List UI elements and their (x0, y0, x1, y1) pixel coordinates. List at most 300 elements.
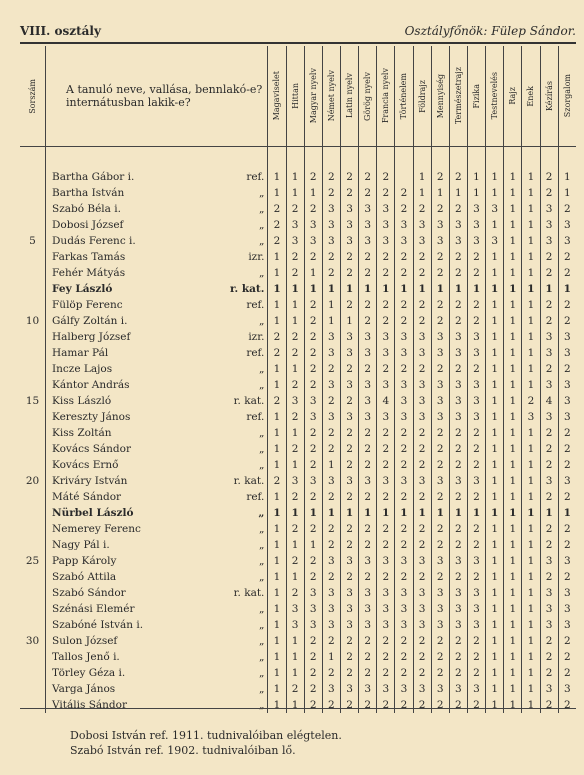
grade-cell: 1 (286, 147, 304, 186)
row-number (20, 617, 46, 633)
grade-header: Fizika (467, 46, 485, 147)
row-number (20, 409, 46, 425)
grade-cell: 2 (359, 441, 377, 457)
grade-cell: 3 (431, 617, 449, 633)
student-name: Kovács Sándor (46, 441, 224, 457)
grade-cell: 2 (558, 633, 576, 649)
grade-cell: 2 (449, 697, 467, 713)
grade-cell: 2 (395, 441, 413, 457)
grade-cell: 1 (522, 601, 540, 617)
grade-cell: 2 (340, 633, 358, 649)
grade-cell: 2 (340, 393, 358, 409)
grade-cell: 2 (431, 665, 449, 681)
grade-cell: 2 (359, 665, 377, 681)
grade-cell: 2 (340, 425, 358, 441)
grade-cell: 2 (449, 441, 467, 457)
grade-cell: 1 (268, 409, 286, 425)
grade-cell: 1 (504, 617, 522, 633)
grade-cell: 3 (322, 233, 340, 249)
grade-header: Hittan (286, 46, 304, 147)
grade-cell: 1 (540, 505, 558, 521)
grade-header: Francia nyelv (377, 46, 395, 147)
grade-cell: 2 (322, 393, 340, 409)
grade-cell: 2 (558, 361, 576, 377)
grade-cell: 2 (413, 441, 431, 457)
grade-cell: 2 (304, 425, 322, 441)
grade-cell: 2 (286, 377, 304, 393)
grade-cell: 3 (304, 393, 322, 409)
grade-cell: 2 (377, 249, 395, 265)
grade-cell: 1 (486, 585, 504, 601)
grade-cell: 3 (413, 617, 431, 633)
grade-cell: 1 (486, 681, 504, 697)
student-name: Fey László (46, 281, 224, 297)
grade-cell: 2 (467, 425, 485, 441)
grade-cell: 2 (395, 569, 413, 585)
grade-cell: 2 (377, 521, 395, 537)
student-name: Dobosi József (46, 217, 224, 233)
grade-cell: 3 (304, 217, 322, 233)
grade-cell: 1 (522, 633, 540, 649)
grade-cell: 1 (504, 345, 522, 361)
grade-cell: 3 (286, 393, 304, 409)
grade-cell: 2 (304, 249, 322, 265)
grade-cell: 2 (322, 537, 340, 553)
grade-cell: 1 (304, 281, 322, 297)
religion: „ (258, 507, 265, 519)
grade-cell: 1 (504, 409, 522, 425)
grade-cell: 2 (558, 521, 576, 537)
table-row (20, 297, 576, 313)
grade-cell: 3 (540, 233, 558, 249)
grade-cell: 1 (268, 665, 286, 681)
grade-cell: 2 (558, 313, 576, 329)
grade-cell: 1 (486, 377, 504, 393)
grade-cell: 2 (467, 521, 485, 537)
grade-cell: 1 (268, 185, 286, 201)
grade-cell: 2 (286, 409, 304, 425)
row-number (20, 457, 46, 473)
grade-cell: 1 (286, 425, 304, 441)
grade-cell: 2 (304, 313, 322, 329)
grade-cell: 2 (286, 521, 304, 537)
grade-cell: 2 (431, 697, 449, 713)
grade-cell: 1 (467, 147, 485, 186)
table-row (20, 217, 576, 233)
grade-cell: 2 (377, 297, 395, 313)
grade-cell: 3 (449, 217, 467, 233)
grade-cell: 2 (413, 201, 431, 217)
grade-cell: 1 (522, 665, 540, 681)
grade-cell: 1 (504, 585, 522, 601)
grade-cell: 2 (304, 457, 322, 473)
grade-cell: 2 (377, 441, 395, 457)
student-name: Szabó Béla i. (46, 201, 224, 217)
grade-cell: 2 (540, 147, 558, 186)
grade-cell: 1 (504, 233, 522, 249)
grade-cell: 2 (413, 361, 431, 377)
grade-cell: 2 (395, 633, 413, 649)
grade-cell: 2 (540, 633, 558, 649)
grade-cell: 1 (486, 569, 504, 585)
grade-cell: 3 (359, 409, 377, 425)
grade-header: Mennyiség (431, 46, 449, 147)
grade-cell: 2 (359, 425, 377, 441)
student-name: Kereszty János (46, 409, 224, 425)
student-name: Hamar Pál (46, 345, 224, 361)
grade-cell: 1 (486, 697, 504, 713)
table-row (20, 505, 576, 521)
grade-cell: 2 (395, 201, 413, 217)
grade-cell: 3 (540, 217, 558, 233)
religion: „ (258, 523, 265, 535)
grade-cell: 1 (268, 377, 286, 393)
grade-cell: 2 (431, 457, 449, 473)
grade-cell: 2 (359, 249, 377, 265)
grade-cell: 1 (304, 265, 322, 281)
grade-header: Magaviselet (268, 46, 286, 147)
table-row (20, 201, 576, 217)
grade-cell: 2 (413, 265, 431, 281)
grade-cell: 1 (522, 569, 540, 585)
grade-cell: 1 (504, 249, 522, 265)
grade-cell: 3 (413, 345, 431, 361)
grade-cell: 2 (286, 345, 304, 361)
student-name: Dudás Ferenc i. (46, 233, 224, 249)
grade-cell: 2 (431, 265, 449, 281)
grade-cell: 2 (449, 361, 467, 377)
grade-cell: 1 (286, 281, 304, 297)
grade-cell: 2 (340, 361, 358, 377)
grade-cell: 3 (413, 393, 431, 409)
grade-cell: 3 (340, 233, 358, 249)
grade-cell: 2 (322, 265, 340, 281)
grade-cell: 1 (268, 441, 286, 457)
grade-cell: 3 (413, 409, 431, 425)
grade-cell: 3 (467, 201, 485, 217)
religion: izr. (248, 251, 265, 263)
table-header-row (20, 46, 576, 147)
grade-cell: 2 (322, 185, 340, 201)
grade-cell: 2 (467, 665, 485, 681)
grade-cell: 1 (486, 489, 504, 505)
student-name: Halberg József (46, 329, 224, 345)
student-name: Nürbel László (46, 505, 224, 521)
grade-cell: 2 (413, 569, 431, 585)
grade-cell: 2 (431, 633, 449, 649)
grade-cell: 2 (395, 457, 413, 473)
grade-cell: 3 (413, 377, 431, 393)
grade-cell: 3 (431, 601, 449, 617)
grade-cell: 2 (377, 185, 395, 201)
grade-cell: 2 (286, 201, 304, 217)
grade-cell: 3 (540, 601, 558, 617)
grade-cell: 2 (377, 665, 395, 681)
grade-cell: 2 (558, 537, 576, 553)
grade-cell: 1 (486, 537, 504, 553)
grade-cell: 1 (304, 537, 322, 553)
grade-cell: 2 (304, 377, 322, 393)
grade-cell: 2 (431, 521, 449, 537)
grade-cell: 3 (449, 329, 467, 345)
grade-cell: 1 (522, 297, 540, 313)
grade-cell: 3 (558, 617, 576, 633)
grade-cell: 2 (304, 665, 322, 681)
grade-cell: 2 (558, 201, 576, 217)
grade-cell: 3 (286, 617, 304, 633)
grade-cell: 1 (522, 185, 540, 201)
grade-cell: 1 (504, 697, 522, 713)
grade-cell: 2 (340, 521, 358, 537)
grade-cell: 2 (377, 361, 395, 377)
student-name: Fehér Mátyás (46, 265, 224, 281)
grade-cell: 1 (322, 313, 340, 329)
grade-cell: 2 (359, 265, 377, 281)
grade-cell: 2 (377, 457, 395, 473)
grade-cell: 1 (522, 329, 540, 345)
table-row (20, 681, 576, 697)
grade-cell: 1 (286, 185, 304, 201)
grade-cell: 3 (359, 473, 377, 489)
grade-cell: 3 (467, 329, 485, 345)
grade-cell: 2 (558, 649, 576, 665)
grade-cell: 1 (340, 313, 358, 329)
student-name: Varga János (46, 681, 224, 697)
grade-cell: 2 (395, 361, 413, 377)
grade-cell: 3 (395, 345, 413, 361)
grade-cell: 2 (431, 249, 449, 265)
grade-cell: 1 (268, 617, 286, 633)
student-name: Nemerey Ferenc (46, 521, 224, 537)
grade-cell: 1 (522, 505, 540, 521)
grade-cell: 2 (540, 361, 558, 377)
grade-cell: 3 (286, 601, 304, 617)
grade-cell: 2 (359, 649, 377, 665)
religion: „ (258, 235, 265, 247)
grade-cell: 2 (322, 441, 340, 457)
grade-cell: 3 (340, 473, 358, 489)
grade-cell: 2 (377, 147, 395, 186)
grade-cell: 2 (540, 649, 558, 665)
grade-cell: 3 (413, 585, 431, 601)
grade-cell: 3 (449, 585, 467, 601)
grade-cell: 1 (486, 649, 504, 665)
grade-cell: 2 (304, 521, 322, 537)
grade-cell: 1 (268, 697, 286, 713)
grade-cell: 3 (431, 377, 449, 393)
grade-cell: 3 (359, 585, 377, 601)
grade-cell: 3 (322, 409, 340, 425)
grade-cell: 2 (304, 147, 322, 186)
grade-cell: 1 (504, 329, 522, 345)
religion: „ (258, 267, 265, 279)
grade-cell: 2 (377, 633, 395, 649)
table-row (20, 553, 576, 569)
religion: „ (258, 187, 265, 199)
grade-cell: 1 (449, 185, 467, 201)
grade-cell: 1 (504, 297, 522, 313)
grade-cell: 2 (377, 537, 395, 553)
grade-cell: 1 (486, 425, 504, 441)
grade-cell: 3 (395, 393, 413, 409)
grade-cell: 1 (322, 457, 340, 473)
grade-cell: 1 (286, 649, 304, 665)
student-name: Kiss László (46, 393, 224, 409)
grade-cell: 2 (322, 697, 340, 713)
religion: „ (258, 635, 265, 647)
table-row (20, 313, 576, 329)
grade-cell: 3 (340, 601, 358, 617)
row-number (20, 441, 46, 457)
grade-cell: 3 (540, 329, 558, 345)
row-number: 20 (25, 475, 40, 487)
grade-cell: 2 (413, 313, 431, 329)
grade-cell: 1 (286, 633, 304, 649)
grade-cell: 2 (449, 569, 467, 585)
grade-cell: 3 (431, 681, 449, 697)
grade-cell: 3 (359, 201, 377, 217)
grade-cell: 3 (377, 601, 395, 617)
grade-cell: 1 (413, 281, 431, 297)
grade-cell: 3 (449, 345, 467, 361)
grade-cell: 1 (558, 281, 576, 297)
religion: r. kat. (229, 283, 265, 295)
grade-cell: 1 (486, 665, 504, 681)
student-name: Fülöp Ferenc (46, 297, 224, 313)
grade-cell: 1 (486, 457, 504, 473)
table-row (20, 697, 576, 713)
grade-cell: 2 (395, 649, 413, 665)
grade-cell: 3 (359, 329, 377, 345)
grade-cell: 2 (340, 489, 358, 505)
student-name: Bartha István (46, 185, 224, 201)
grade-cell: 2 (467, 361, 485, 377)
grade-cell: 1 (268, 681, 286, 697)
grade-cell: 3 (540, 617, 558, 633)
grade-cell: 2 (467, 313, 485, 329)
grade-cell: 3 (377, 329, 395, 345)
grade-cell: 1 (286, 537, 304, 553)
religion: „ (258, 459, 265, 471)
grade-cell: 2 (377, 489, 395, 505)
grade-cell: 3 (322, 201, 340, 217)
grade-cell: 2 (340, 569, 358, 585)
grade-cell: 2 (359, 297, 377, 313)
grade-cell: 3 (340, 377, 358, 393)
grade-cell: 3 (540, 377, 558, 393)
grade-cell: 1 (304, 185, 322, 201)
grade-cell: 3 (359, 617, 377, 633)
row-number (20, 649, 46, 665)
grade-cell: 2 (467, 441, 485, 457)
grade-cell: 1 (268, 457, 286, 473)
grade-cell: 1 (286, 313, 304, 329)
grade-cell: 3 (449, 473, 467, 489)
religion: ref. (246, 411, 265, 423)
grade-cell: 3 (449, 601, 467, 617)
grade-cell: 3 (540, 585, 558, 601)
table-bottom-rule (20, 708, 576, 709)
grade-cell: 2 (431, 569, 449, 585)
grade-cell: 1 (377, 505, 395, 521)
grade-cell: 3 (377, 409, 395, 425)
grade-cell: 3 (359, 233, 377, 249)
grade-cell: 3 (377, 201, 395, 217)
grade-cell: 1 (486, 217, 504, 233)
table-row (20, 361, 576, 377)
grade-cell: 2 (449, 489, 467, 505)
grade-cell: 3 (304, 585, 322, 601)
grade-cell: 3 (413, 329, 431, 345)
grade-cell: 1 (286, 297, 304, 313)
table-row (20, 649, 576, 665)
grade-cell: 2 (449, 457, 467, 473)
grade-cell: 2 (449, 521, 467, 537)
grade-cell: 3 (395, 329, 413, 345)
grade-cell: 1 (522, 617, 540, 633)
grade-cell: 3 (340, 681, 358, 697)
grade-cell: 1 (504, 665, 522, 681)
table-row (20, 147, 576, 186)
grade-cell: 2 (413, 425, 431, 441)
grade-cell: 1 (522, 147, 540, 186)
table-row (20, 377, 576, 393)
footnote: Szabó István ref. 1902. tudnivalóiban lő. (70, 744, 296, 757)
grade-cell: 2 (540, 265, 558, 281)
grade-cell: 2 (395, 297, 413, 313)
row-number (20, 147, 46, 186)
student-name: Nagy Pál i. (46, 537, 224, 553)
grade-cell: 2 (431, 489, 449, 505)
grade-cell: 2 (449, 537, 467, 553)
grade-cell: 1 (486, 329, 504, 345)
grade-cell: 1 (522, 489, 540, 505)
grade-cell: 1 (268, 313, 286, 329)
num-header: Sorszám (20, 46, 46, 147)
grade-cell: 2 (395, 521, 413, 537)
grade-cell: 2 (540, 569, 558, 585)
grade-cell: 1 (504, 537, 522, 553)
grade-cell: 3 (413, 601, 431, 617)
row-number (20, 345, 46, 361)
grade-cell: 3 (377, 617, 395, 633)
grade-cell: 1 (504, 473, 522, 489)
table-row (20, 441, 576, 457)
grade-cell: 2 (540, 297, 558, 313)
grade-cell: 2 (359, 569, 377, 585)
table-row (20, 281, 576, 297)
grade-cell: 2 (413, 297, 431, 313)
grade-cell: 3 (395, 217, 413, 233)
grade-cell: 1 (304, 505, 322, 521)
student-name: Farkas Tamás (46, 249, 224, 265)
grade-cell: 1 (449, 505, 467, 521)
grade-cell: 1 (413, 505, 431, 521)
grade-cell: 3 (359, 553, 377, 569)
grade-cell: 1 (504, 185, 522, 201)
grade-cell: 3 (540, 345, 558, 361)
grade-cell: 3 (377, 233, 395, 249)
grade-cell: 3 (449, 681, 467, 697)
grade-cell: 3 (449, 617, 467, 633)
grade-cell: 2 (304, 681, 322, 697)
grade-cell: 1 (377, 281, 395, 297)
student-name: Papp Károly (46, 553, 224, 569)
religion: „ (258, 699, 265, 711)
grade-cell: 2 (286, 249, 304, 265)
grade-cell: 2 (359, 633, 377, 649)
grade-cell: 2 (449, 633, 467, 649)
